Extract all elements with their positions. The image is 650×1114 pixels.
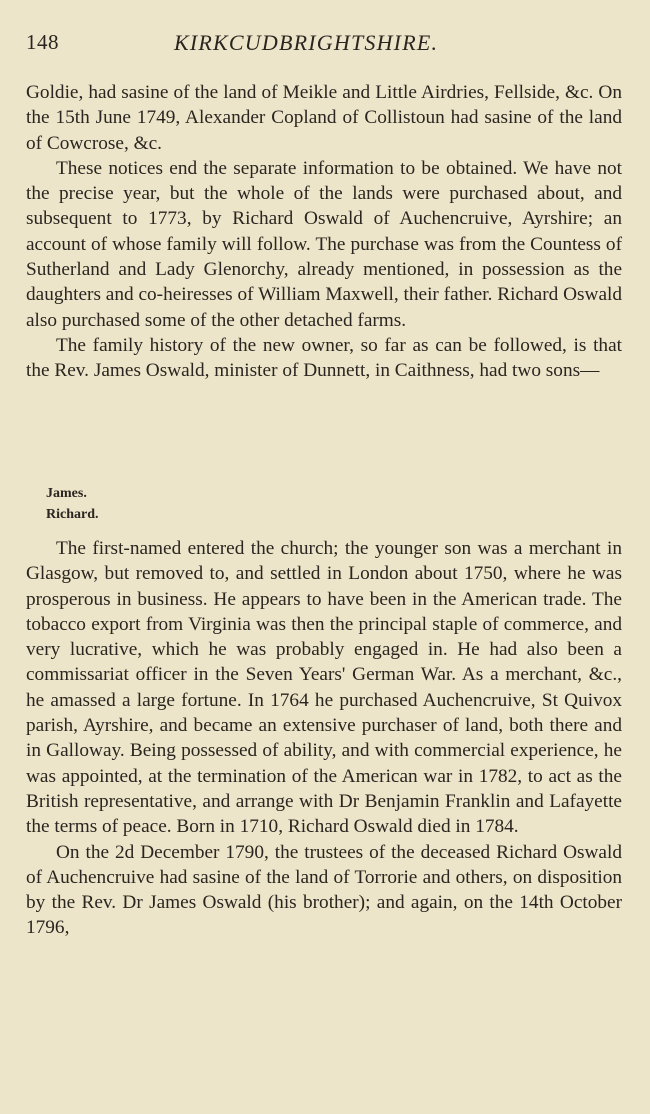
text-block-bottom bbox=[26, 536, 622, 941]
paragraph: The family history of the new owner, so far as can be followed, is that the Rev. James Oswald, minister of Dunnett, in Caithness, had two sons— bbox=[26, 334, 622, 382]
running-head: KIRKCUDBRIGHTSHIRE. bbox=[174, 30, 439, 55]
page-header bbox=[26, 30, 626, 56]
paragraph: These notices end the separate information to be obtained. We have not the precise year, but the whole of the lands were purchased about, and subsequent to 1773, by Richard Oswald of Auchencruive, Ayrshire; an account of whose family will follow. The purchase was from the Countess of Sutherland and Lady Glenorchy, already mentioned, in possession as the daughters and co-heiresses of William Maxwell, their father. Richard Oswald also purchased some of the other detached farms. bbox=[26, 157, 622, 331]
text-block-top bbox=[26, 80, 622, 384]
list-item: Richard. bbox=[46, 507, 99, 522]
page-number: 148 bbox=[26, 30, 59, 54]
paragraph: On the 2d December 1790, the trustees of the deceased Richard Oswald of Auchencruive had sasine of the land of Torrorie and others, on disposition by the Rev. Dr James Oswald (his brother); and again, on the 14th October 1796, bbox=[26, 841, 622, 939]
list-item: James. bbox=[46, 486, 87, 501]
paragraph: The first-named entered the church; the younger son was a merchant in Glasgow, but removed to, and settled in London about 1750, where he was prosperous in business. He appears to have been in the American trade. The tobacco export from Virginia was then the principal staple of commerce, and very lucrative, which he was probably engaged in. He had also been a commissariat officer in the Seven Years' German War. As a merchant, &c., he amassed a large fortune. In 1764 he purchased Auchencruive, St Quivox parish, Ayrshire, and became an extensive purchaser of land, both there and in Galloway. Being possessed of ability, and with commercial experience, he was appointed, at the termination of the American war in 1782, to act as the British representative, and arrange with Dr Benjamin Franklin and Lafayette the terms of peace. Born in 1710, Richard Oswald died in 1784. bbox=[26, 538, 622, 838]
sons-list bbox=[46, 483, 99, 525]
paragraph: Goldie, had sasine of the land of Meikle and Little Airdries, Fellside, &c. On the 15th June 1749, Alexander Copland of Collistoun had sasine of the land of Cowcrose, &c. bbox=[26, 82, 622, 154]
